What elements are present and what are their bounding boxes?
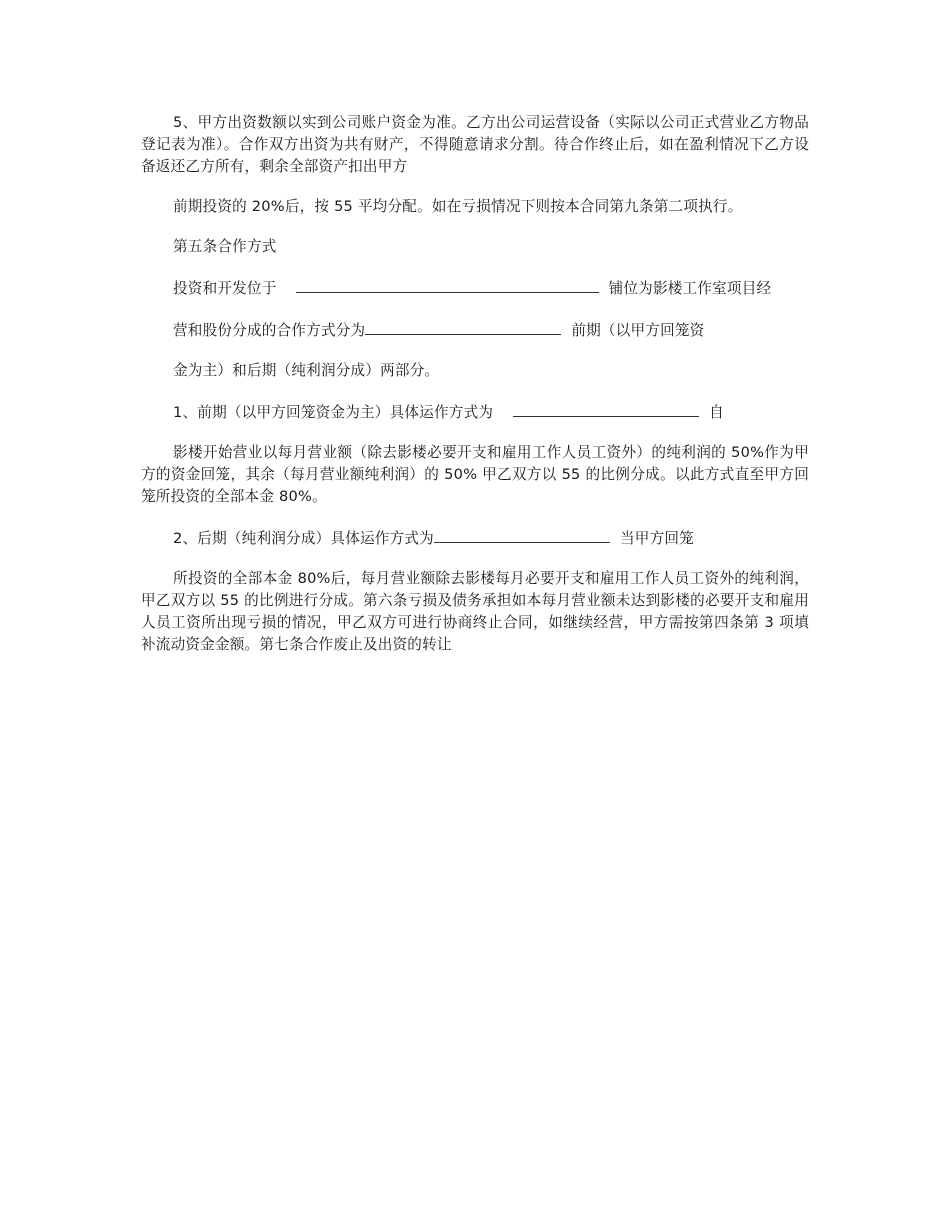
paragraph-phase-two-method — [141, 526, 809, 550]
paragraph-phase-two-detail: 所投资的全部本金 80%后，每月营业额除去影楼每月必要开支和雇用工作人员工资外的纯利润，甲乙双方以 55 的比例进行分成。第六条亏损及债务承担如本每月营业额未达到影楼的必要开支和雇用人员工资所出现亏损的情况，甲乙双方可进行协商终止合同，如继续经营，甲方需按第四条第 3 项填补流动资金金额。第七条合作废止及出资的转让 — [141, 570, 809, 653]
cooperation-split-text-cont: 前期（以甲方回笼资 — [571, 322, 705, 339]
paragraph-profit-distribution: 前期投资的 20%后，按 55 平均分配。如在亏损情况下则按本合同第九条第二项执行。 — [173, 198, 743, 215]
location-blank-field — [296, 276, 599, 293]
phase-two-blank-field — [434, 526, 610, 543]
phase-one-blank-field — [513, 400, 699, 417]
cooperation-blank-field — [365, 318, 561, 335]
phase-two-text: 2、后期（纯利润分成）具体运作方式为 — [173, 530, 434, 547]
paragraph-cooperation-split — [141, 318, 809, 342]
paragraph-phase-one-method — [141, 400, 809, 424]
investment-location-text-cont: 铺位为影楼工作室项目经 — [608, 280, 772, 297]
paragraph-capital-contribution: 5、甲方出资数额以实到公司账户资金为准。乙方出公司运营设备（实际以公司正式营业乙方物品登记表为准）。合作双方出资为共有财产，不得随意请求分割。待合作终止后，如在盈利情况下乙方设备返还乙方所有，剩余全部资产扣出甲方 — [141, 114, 809, 175]
section-heading-cooperation-mode: 第五条合作方式 — [173, 238, 277, 255]
paragraph-phase-one-detail: 影楼开始营业以每月营业额（除去影楼必要开支和雇用工作人员工资外）的纯利润的 50%作为甲方的资金回笼，其余（每月营业额纯利润）的 50% 甲乙双方以 55 的比例分成。以此方式直至甲方回笼所投资的全部本金 80%。 — [141, 444, 809, 505]
investment-location-text: 投资和开发位于 — [173, 280, 277, 297]
document-page — [141, 112, 809, 656]
phase-two-text-cont: 当甲方回笼 — [619, 530, 694, 547]
phase-one-text-cont: 自 — [709, 404, 724, 421]
paragraph-investment-location — [141, 276, 809, 300]
paragraph-two-phases: 金为主）和后期（纯利润分成）两部分。 — [173, 362, 440, 379]
cooperation-split-text: 营和股份分成的合作方式分为 — [173, 322, 366, 339]
phase-one-text: 1、前期（以甲方回笼资金为主）具体运作方式为 — [173, 404, 494, 421]
